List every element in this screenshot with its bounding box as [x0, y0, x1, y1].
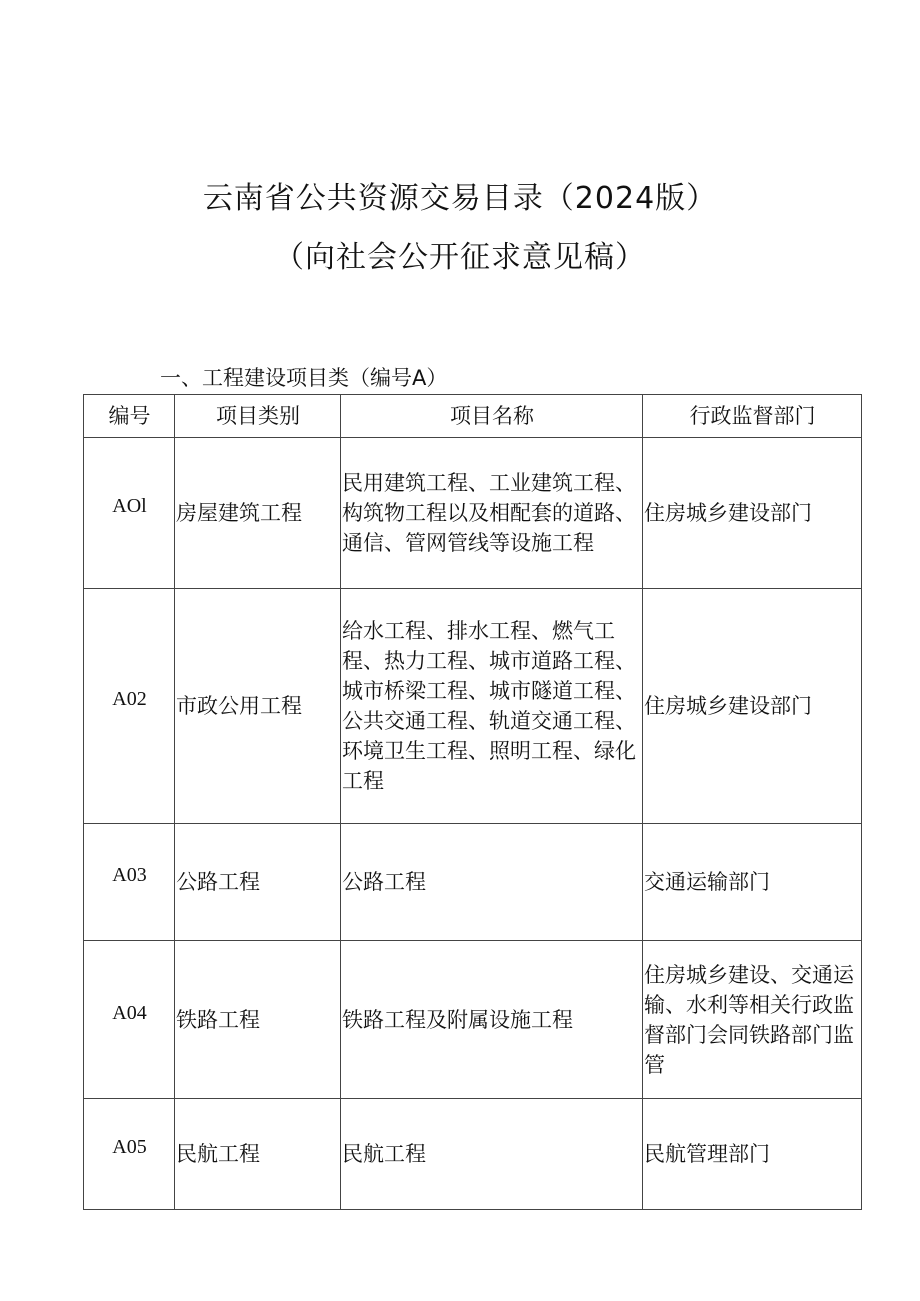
row-code: AOl [84, 438, 175, 589]
row-project-name: 给水工程、排水工程、燃气工程、热力工程、城市道路工程、城市桥梁工程、城市隧道工程、公共交通工程、轨道交通工程、环境卫生工程、照明工程、绿化工程 [341, 589, 643, 824]
section-heading: 一、工程建设项目类（编号A） [160, 366, 448, 390]
row-department: 民航管理部门 [643, 1099, 862, 1210]
header-code: 编号 [84, 395, 175, 438]
row-department: 住房城乡建设、交通运输、水利等相关行政监督部门会同铁路部门监管 [643, 941, 862, 1099]
table-row [84, 941, 862, 1099]
table-row [84, 824, 862, 941]
row-category: 民航工程 [175, 1099, 341, 1210]
table-header-row [84, 395, 862, 438]
header-department: 行政监督部门 [643, 395, 862, 438]
row-code: A05 [84, 1099, 175, 1210]
row-category: 房屋建筑工程 [175, 438, 341, 589]
row-project-name: 民用建筑工程、工业建筑工程、构筑物工程以及相配套的道路、通信、管网管线等设施工程 [341, 438, 643, 589]
row-project-name: 民航工程 [341, 1099, 643, 1210]
project-catalog-table [83, 394, 862, 1210]
row-category: 市政公用工程 [175, 589, 341, 824]
row-category: 公路工程 [175, 824, 341, 941]
row-department: 住房城乡建设部门 [643, 438, 862, 589]
row-department: 住房城乡建设部门 [643, 589, 862, 824]
table-row [84, 589, 862, 824]
row-code: A04 [84, 941, 175, 1099]
row-department: 交通运输部门 [643, 824, 862, 941]
row-code: A03 [84, 824, 175, 941]
table-row [84, 438, 862, 589]
header-project-name: 项目名称 [341, 395, 643, 438]
header-category: 项目类别 [175, 395, 341, 438]
table-row [84, 1099, 862, 1210]
document-subtitle: （向社会公开征求意见稿） [274, 240, 646, 275]
row-category: 铁路工程 [175, 941, 341, 1099]
document-title: 云南省公共资源交易目录（2024版） [202, 181, 718, 216]
row-project-name: 公路工程 [341, 824, 643, 941]
row-code: A02 [84, 589, 175, 824]
row-project-name: 铁路工程及附属设施工程 [341, 941, 643, 1099]
